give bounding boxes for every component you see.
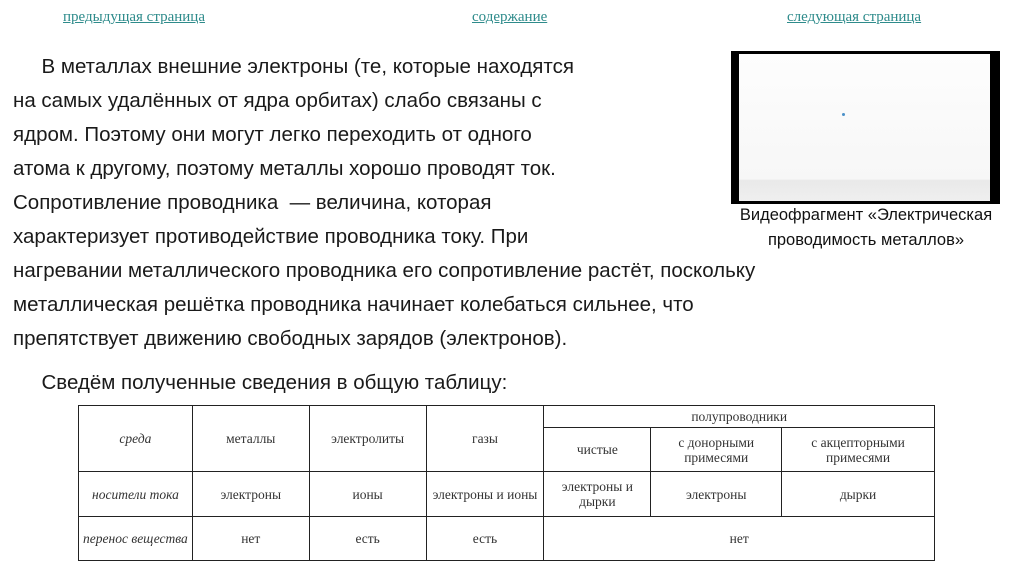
header-metals: металлы [192, 406, 309, 472]
header-electrolytes: электролиты [309, 406, 426, 472]
paragraph-line: характеризует противодействие проводника току. При [13, 225, 529, 248]
subheader-pure: чистые [544, 428, 651, 472]
video-pixel-dot [842, 113, 845, 116]
paragraph-line: Сопротивление проводника — величина, которая [13, 191, 492, 214]
subheader-acceptor: с акцепторными примесями [782, 428, 935, 472]
subheader-donor: с донорными примесями [651, 428, 782, 472]
summary-table [78, 405, 935, 561]
table-cell: дырки [782, 472, 935, 516]
header-semiconductors: полупроводники [544, 406, 935, 428]
contents-link[interactable]: содержание [472, 9, 548, 25]
video-caption-line: проводимость металлов» [767, 231, 965, 249]
table-cell: есть [426, 516, 544, 560]
row-label-carriers: носители тока [79, 472, 193, 516]
table-cell: нет [192, 516, 309, 560]
table-cell: электроны и ионы [426, 472, 544, 516]
table-cell: электроны и дырки [544, 472, 651, 516]
paragraph-line: препятствует движению свободных зарядов (электронов). [13, 327, 568, 350]
table-cell: нет [544, 516, 935, 560]
table-cell: есть [309, 516, 426, 560]
video-screen[interactable] [739, 54, 990, 201]
table-cell: электроны [651, 472, 782, 516]
paragraph-line: ядром. Поэтому они могут легко переходить от одного [13, 123, 532, 146]
table-cell: электроны [192, 472, 309, 516]
video-caption-line: Видеофрагмент «Электрическая [739, 206, 993, 224]
table-intro-text: Сведём полученные сведения в общую таблицу: [13, 371, 508, 394]
video-caption [707, 203, 1024, 253]
paragraph-line: атома к другому, поэтому металлы хорошо проводят ток. [13, 157, 556, 180]
header-medium: среда [79, 406, 193, 472]
paragraph-line: нагревании металлического проводника его сопротивление растёт, поскольку [13, 259, 756, 282]
paragraph-line: металлическая решётка проводника начинает колебаться сильнее, что [13, 293, 694, 316]
previous-page-link[interactable]: предыдущая страница [63, 9, 205, 25]
row-label-mass-transfer: перенос вещества [79, 516, 193, 560]
table-cell: ионы [309, 472, 426, 516]
video-player[interactable] [731, 51, 1000, 204]
next-page-link[interactable]: следующая страница [787, 9, 922, 25]
header-gases: газы [426, 406, 544, 472]
paragraph-line: В металлах внешние электроны (те, которые находятся [13, 55, 574, 78]
table-row [79, 516, 935, 560]
table-row [79, 472, 935, 516]
paragraph-line: на самых удалённых от ядра орбитах) слабо связаны с [13, 89, 542, 112]
